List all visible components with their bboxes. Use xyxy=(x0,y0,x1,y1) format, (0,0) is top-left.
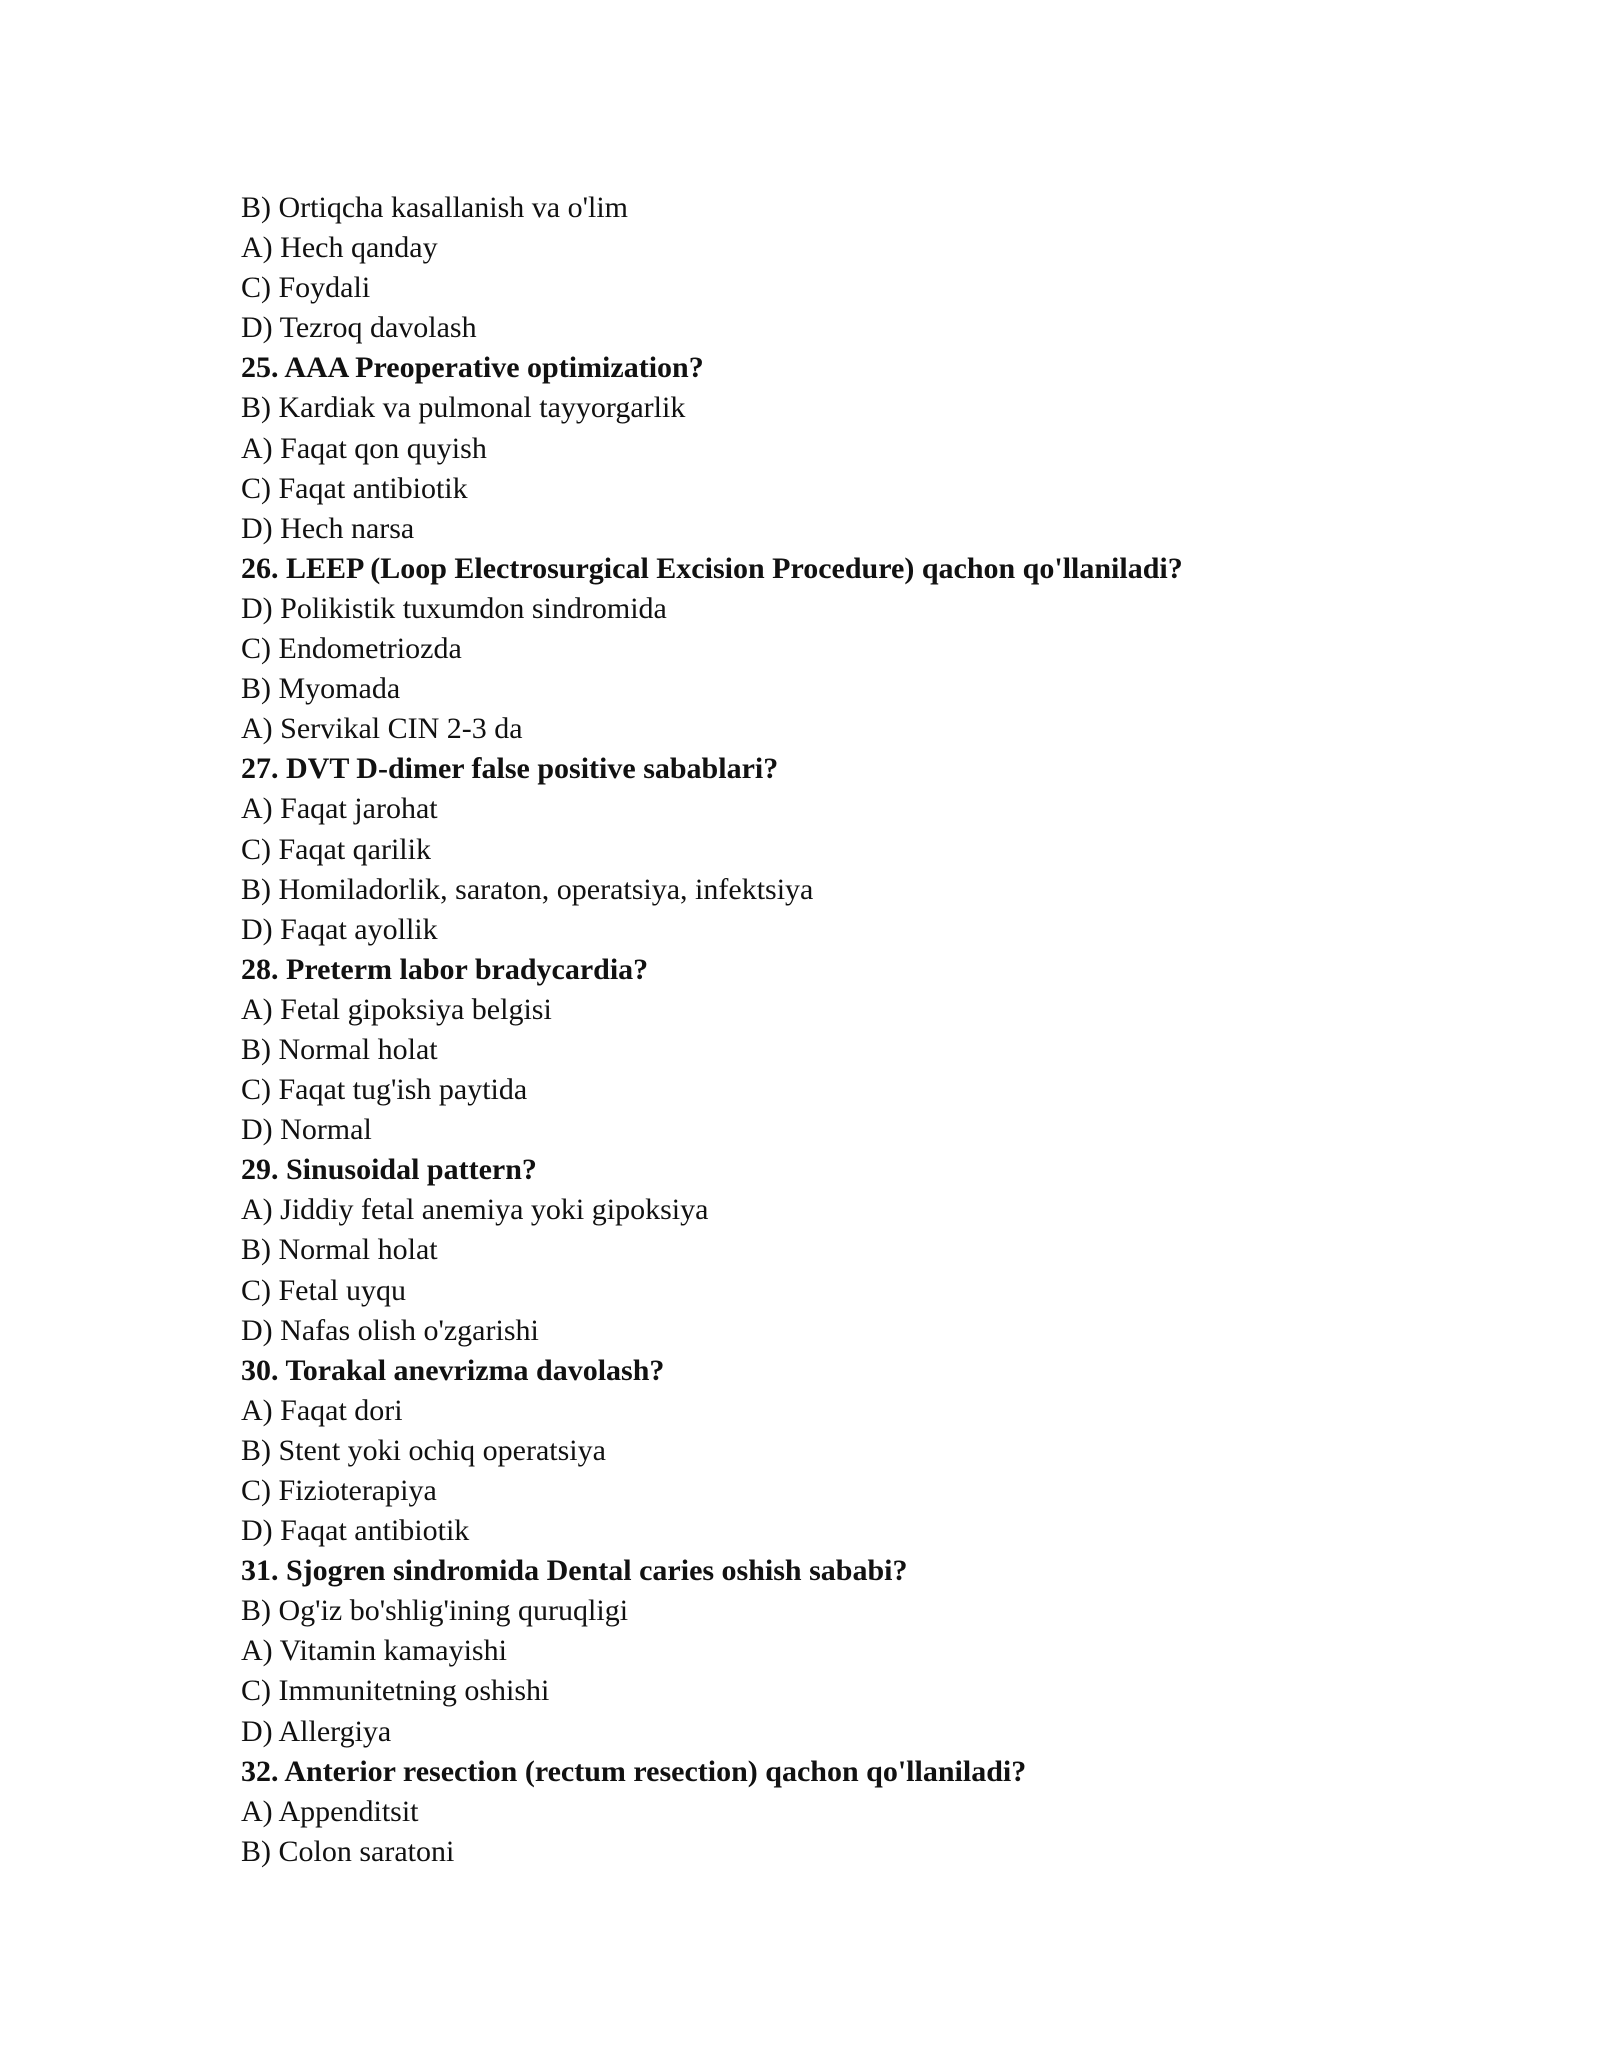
question-heading: 25. AAA Preoperative optimization? xyxy=(241,351,704,385)
answer-option: B) Normal holat xyxy=(241,1032,438,1066)
question-heading: 28. Preterm labor bradycardia? xyxy=(241,952,649,986)
question-heading: 26. LEEP (Loop Electrosurgical Excision Procedure) qachon qo'llaniladi? xyxy=(241,551,1183,585)
answer-option: D) Faqat ayollik xyxy=(241,912,438,946)
answer-option: C) Fizioterapiya xyxy=(241,1474,437,1507)
answer-option: C) Faqat tug'ish paytida xyxy=(241,1073,528,1107)
answer-option: C) Foydali xyxy=(241,271,371,305)
question-heading: 31. Sjogren sindromida Dental caries oshish sababi? xyxy=(241,1554,908,1588)
quiz-content xyxy=(241,188,1441,1872)
answer-option: A) Jiddiy fetal anemiya yoki gipoksiya xyxy=(241,1193,709,1227)
answer-option: B) Myomada xyxy=(241,672,401,706)
answer-option: D) Allergiya xyxy=(241,1714,392,1748)
answer-option: D) Faqat antibiotik xyxy=(241,1514,470,1548)
answer-option: D) Polikistik tuxumdon sindromida xyxy=(241,591,667,625)
answer-option: A) Fetal gipoksiya belgisi xyxy=(241,992,552,1026)
answer-option: C) Fetal uyqu xyxy=(241,1273,406,1307)
answer-option: C) Endometriozda xyxy=(241,632,462,666)
answer-option: A) Vitamin kamayishi xyxy=(241,1634,507,1668)
answer-option: A) Faqat jarohat xyxy=(241,792,438,826)
answer-option: C) Faqat antibiotik xyxy=(241,471,468,505)
question-heading: 32. Anterior resection (rectum resection) qachon qo'llaniladi? xyxy=(241,1754,1027,1788)
question-heading: 29. Sinusoidal pattern? xyxy=(241,1153,537,1187)
answer-option: C) Immunitetning oshishi xyxy=(241,1674,550,1708)
answer-option: D) Normal xyxy=(241,1113,372,1147)
answer-option: B) Og'iz bo'shlig'ining quruqligi xyxy=(241,1594,629,1628)
answer-option: A) Appenditsit xyxy=(241,1794,419,1828)
question-heading: 27. DVT D-dimer false positive sabablari? xyxy=(241,752,779,786)
answer-option: A) Faqat dori xyxy=(241,1393,403,1427)
answer-option: B) Homiladorlik, saraton, operatsiya, infektsiya xyxy=(241,872,814,906)
answer-option: B) Normal holat xyxy=(241,1233,438,1267)
question-heading: 30. Torakal anevrizma davolash? xyxy=(241,1353,665,1387)
answer-option: B) Colon saratoni xyxy=(241,1834,455,1868)
answer-option: B) Ortiqcha kasallanish va o'lim xyxy=(241,191,628,224)
answer-option: A) Hech qanday xyxy=(241,231,438,265)
answer-option: A) Servikal CIN 2-3 da xyxy=(241,712,523,746)
answer-option: A) Faqat qon quyish xyxy=(241,431,487,465)
answer-option: D) Nafas olish o'zgarishi xyxy=(241,1313,539,1347)
answer-option: B) Stent yoki ochiq operatsiya xyxy=(241,1433,606,1467)
answer-option: B) Kardiak va pulmonal tayyorgarlik xyxy=(241,391,686,425)
answer-option: D) Hech narsa xyxy=(241,511,415,545)
answer-option: C) Faqat qarilik xyxy=(241,832,431,866)
answer-option: D) Tezroq davolash xyxy=(241,311,477,345)
